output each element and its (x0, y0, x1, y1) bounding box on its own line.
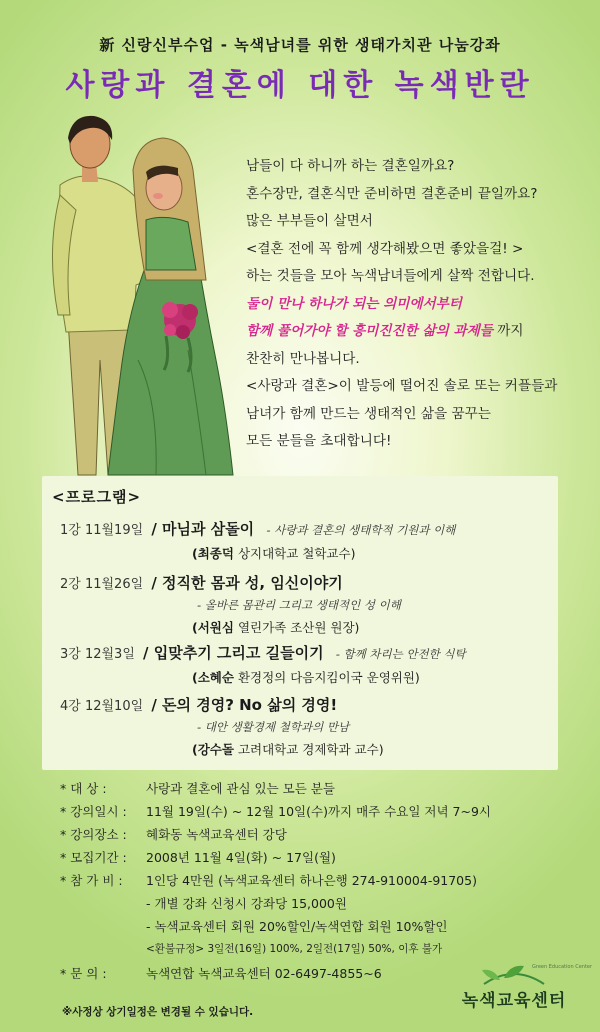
logo-text: 녹색교육센터 (461, 991, 567, 1011)
session-subtitle: - 사랑과 결혼의 생태학적 기원과 이해 (266, 523, 456, 537)
detail-period: * 모집기간 : 2008년 11월 4일(화) ~ 17일(월) (60, 850, 336, 865)
session-subtitle: - 올바른 몸관리 그리고 생태적인 성 이해 (197, 598, 401, 612)
intro-line-mixed (246, 318, 586, 346)
lecturer-name: (서원심 (192, 620, 234, 635)
intro-line: <사랑과 결혼>이 발등에 떨어진 솔로 또는 커플들과 (246, 378, 558, 394)
intro-line: <결혼 전에 꼭 함께 생각해봤으면 좋았을걸! > (246, 240, 524, 257)
session-number: 3강 12월3일 (60, 647, 135, 662)
program-heading: <프로그램> (52, 488, 142, 506)
intro-line: 찬찬히 만나봅니다. (246, 350, 360, 367)
detail-place: * 강의장소 : 혜화동 녹색교육센터 강당 (60, 827, 287, 842)
lecturer-name: (소혜순 (192, 670, 234, 685)
detail-fee-discount: - 녹색교육센터 회원 20%할인/녹색연합 회원 10%할인 (146, 919, 448, 934)
intro-line: 모든 분들을 초대합니다! (246, 433, 392, 449)
session-title: / 정직한 몸과 성, 임신이야기 (151, 574, 343, 592)
intro-highlight-text: 함께 풀어가야 할 흥미진진한 삶의 과제들 (246, 323, 493, 339)
session-4 (60, 694, 560, 758)
session-title: / 입맞추기 그리고 길들이기 (143, 644, 324, 662)
program-box (42, 476, 558, 770)
intro-highlight-line: 둘이 만나 하나가 되는 의미에서부터 (246, 295, 462, 312)
session-subtitle: - 대안 생활경제 철학과의 만남 (197, 720, 350, 734)
intro-line: 남들이 다 하니까 하는 결혼일까요? (246, 158, 455, 174)
green-education-center-logo (454, 958, 593, 1014)
intro-line: 하는 것들을 모아 녹색남녀들에게 살짝 전합니다. (246, 268, 535, 284)
detail-target: * 대 상 : 사랑과 결혼에 관심 있는 모든 분들 (60, 781, 335, 796)
logo-small-text: Green Education Center (532, 964, 593, 970)
session-title: / 돈의 경영? No 삶의 경영! (151, 696, 338, 714)
lecturer-info: 고려대학교 경제학과 교수) (237, 742, 384, 757)
couple-icon (38, 110, 238, 480)
footer-note: ※사정상 상기일정은 변경될 수 있습니다. (62, 1006, 254, 1018)
detail-contact: * 문 의 : 녹색연합 녹색교육센터 02-6497-4855~6 (60, 966, 382, 981)
detail-refund: <환불규정> 3일전(16일) 100%, 2일전(17일) 50%, 이후 불가 (146, 943, 443, 955)
intro-line-rest: 까지 (497, 323, 524, 339)
detail-date: * 강의일시 : 11월 19일(수) ~ 12월 10일(수)까지 매주 수요일 저녁 7~9시 (60, 804, 491, 819)
session-1 (60, 518, 560, 562)
intro-text (246, 153, 586, 456)
poster-title: 사랑과 결혼에 대한 녹색반란 (65, 68, 535, 103)
session-3 (60, 642, 560, 686)
lecturer-info: 환경정의 다음지킴이국 운영위원) (237, 670, 420, 685)
sprout-icon (454, 958, 593, 988)
lecturer-name: (최종덕 (192, 546, 234, 561)
lecturer-info: 열린가족 조산원 원장) (237, 620, 360, 635)
intro-line: 남녀가 함께 만드는 생태적인 삶을 꿈꾸는 (246, 405, 491, 422)
session-subtitle: - 함께 차리는 안전한 식탁 (335, 647, 466, 661)
lecturer-info: 상지대학교 철학교수) (237, 546, 356, 561)
intro-line: 많은 부부들이 살면서 (246, 213, 373, 229)
session-number: 1강 11월19일 (60, 523, 144, 538)
lecturer-name: (강수돌 (192, 742, 234, 757)
detail-fee: * 참 가 비 : 1인당 4만원 (녹색교육센터 하나은행 274-910004-91705) (60, 873, 477, 888)
poster-subtitle: 新 신랑신부수업 - 녹색남녀를 위한 생태가치관 나눔강좌 (99, 36, 501, 54)
session-number: 4강 12월10일 (60, 699, 144, 714)
detail-fee-single: - 개별 강좌 신청시 강좌당 15,000원 (146, 896, 347, 911)
session-number: 2강 11월26일 (60, 577, 144, 592)
session-2 (60, 572, 560, 636)
intro-line: 혼수장만, 결혼식만 준비하면 결혼준비 끝일까요? (246, 185, 538, 202)
session-title: / 마님과 삼돌이 (151, 520, 255, 538)
